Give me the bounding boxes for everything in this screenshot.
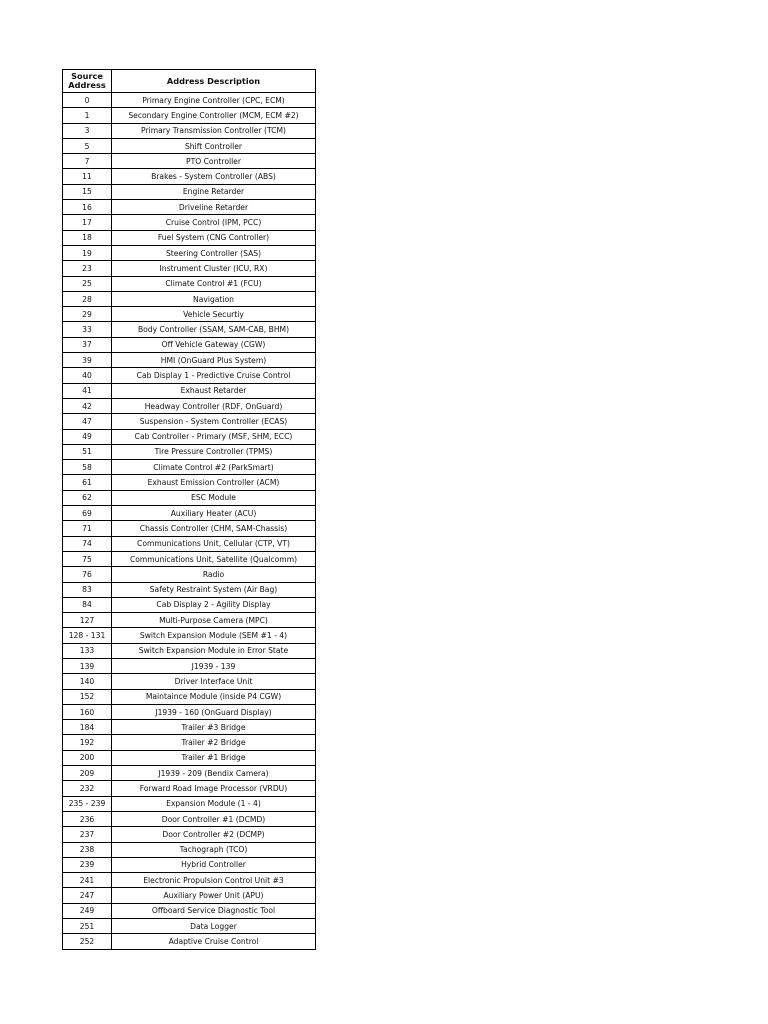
- address-description-cell: Offboard Service Diagnostic Tool: [112, 903, 316, 918]
- table-row: [63, 383, 316, 398]
- address-description-cell: Auxiliary Power Unit (APU): [112, 888, 316, 903]
- table-row: [63, 536, 316, 551]
- table-row: [63, 200, 316, 215]
- source-address-cell: 51: [63, 444, 112, 459]
- table-row: [63, 444, 316, 459]
- table-row: [63, 720, 316, 735]
- address-description-cell: Maintaince Module (inside P4 CGW): [112, 689, 316, 704]
- source-address-cell: 238: [63, 842, 112, 857]
- table-row: [63, 811, 316, 826]
- source-address-header: [63, 70, 112, 93]
- source-address-cell: 235 - 239: [63, 796, 112, 811]
- address-description-cell: Cruise Control (IPM, PCC): [112, 215, 316, 230]
- address-description-cell: Off Vehicle Gateway (CGW): [112, 337, 316, 352]
- table-row: [63, 506, 316, 521]
- source-address-cell: 84: [63, 597, 112, 612]
- table-row: [63, 322, 316, 337]
- table-row: [63, 597, 316, 612]
- table-row: [63, 398, 316, 413]
- address-description-cell: Adaptive Cruise Control: [112, 934, 316, 949]
- table-row: [63, 903, 316, 918]
- source-address-cell: 252: [63, 934, 112, 949]
- source-address-cell: 74: [63, 536, 112, 551]
- table-row: [63, 842, 316, 857]
- address-description-cell: Multi-Purpose Camera (MPC): [112, 613, 316, 628]
- source-address-cell: 0: [63, 93, 112, 108]
- table-row: [63, 414, 316, 429]
- table-row: [63, 475, 316, 490]
- table-row: [63, 460, 316, 475]
- table-row: [63, 93, 316, 108]
- source-address-cell: 7: [63, 154, 112, 169]
- table-header: [63, 70, 316, 93]
- address-description-cell: Fuel System (CNG Controller): [112, 230, 316, 245]
- address-description-cell: Cab Controller - Primary (MSF, SHM, ECC): [112, 429, 316, 444]
- address-description-cell: Door Controller #2 (DCMP): [112, 827, 316, 842]
- source-address-cell: 28: [63, 291, 112, 306]
- address-description-cell: ESC Module: [112, 490, 316, 505]
- address-description-cell: Trailer #2 Bridge: [112, 735, 316, 750]
- address-description-cell: Radio: [112, 567, 316, 582]
- table-row: [63, 689, 316, 704]
- table-row: [63, 613, 316, 628]
- address-description-cell: Instrument Cluster (ICU, RX): [112, 261, 316, 276]
- address-description-cell: J1939 - 209 (Bendix Camera): [112, 766, 316, 781]
- address-description-header: Address Description: [112, 70, 316, 93]
- address-description-cell: Exhaust Retarder: [112, 383, 316, 398]
- source-address-cell: 209: [63, 766, 112, 781]
- address-description-cell: Auxiliary Heater (ACU): [112, 506, 316, 521]
- source-address-cell: 75: [63, 551, 112, 566]
- source-address-cell: 160: [63, 704, 112, 719]
- address-description-cell: Secondary Engine Controller (MCM, ECM #2): [112, 108, 316, 123]
- source-address-table: [62, 69, 316, 950]
- source-address-cell: 33: [63, 322, 112, 337]
- source-address-cell: 16: [63, 200, 112, 215]
- table-row: [63, 888, 316, 903]
- table-row: [63, 582, 316, 597]
- address-description-cell: Primary Engine Controller (CPC, ECM): [112, 93, 316, 108]
- address-description-cell: Climate Control #1 (FCU): [112, 276, 316, 291]
- source-address-cell: 251: [63, 919, 112, 934]
- table-row: [63, 184, 316, 199]
- source-address-cell: 76: [63, 567, 112, 582]
- table-row: [63, 521, 316, 536]
- source-address-cell: 140: [63, 674, 112, 689]
- table-row: [63, 276, 316, 291]
- table-row: [63, 551, 316, 566]
- address-description-cell: Brakes - System Controller (ABS): [112, 169, 316, 184]
- address-description-cell: J1939 - 139: [112, 658, 316, 673]
- address-description-cell: Tire Pressure Controller (TPMS): [112, 444, 316, 459]
- address-description-cell: Vehicle Securtiy: [112, 307, 316, 322]
- source-address-cell: 236: [63, 811, 112, 826]
- address-description-cell: Exhaust Emission Controller (ACM): [112, 475, 316, 490]
- source-address-cell: 192: [63, 735, 112, 750]
- table-row: [63, 291, 316, 306]
- table-row: [63, 735, 316, 750]
- table-row: [63, 674, 316, 689]
- table-body: [63, 93, 316, 950]
- table-row: [63, 123, 316, 138]
- address-description-cell: Forward Road Image Processor (VRDU): [112, 781, 316, 796]
- address-description-cell: Climate Control #2 (ParkSmart): [112, 460, 316, 475]
- address-description-cell: Body Controller (SSAM, SAM-CAB, BHM): [112, 322, 316, 337]
- address-description-cell: HMI (OnGuard Plus System): [112, 353, 316, 368]
- source-address-cell: 249: [63, 903, 112, 918]
- table-row: [63, 368, 316, 383]
- address-description-cell: Engine Retarder: [112, 184, 316, 199]
- address-description-cell: Communications Unit, Satellite (Qualcomm): [112, 551, 316, 566]
- table-row: [63, 919, 316, 934]
- source-address-cell: 37: [63, 337, 112, 352]
- address-description-cell: Chassis Controller (CHM, SAM-Chassis): [112, 521, 316, 536]
- address-description-cell: PTO Controller: [112, 154, 316, 169]
- source-address-cell: 62: [63, 490, 112, 505]
- table-row: [63, 169, 316, 184]
- table-row: [63, 628, 316, 643]
- table-row: [63, 766, 316, 781]
- table-row: [63, 781, 316, 796]
- address-description-cell: Cab Display 1 - Predictive Cruise Control: [112, 368, 316, 383]
- source-address-cell: 25: [63, 276, 112, 291]
- table-row: [63, 429, 316, 444]
- table-row: [63, 658, 316, 673]
- address-description-cell: Switch Expansion Module (SEM #1 - 4): [112, 628, 316, 643]
- address-description-cell: Shift Controller: [112, 138, 316, 153]
- source-address-cell: 184: [63, 720, 112, 735]
- table-row: [63, 827, 316, 842]
- source-address-cell: 200: [63, 750, 112, 765]
- table-row: [63, 261, 316, 276]
- source-address-cell: 40: [63, 368, 112, 383]
- source-address-cell: 1: [63, 108, 112, 123]
- table-row: [63, 307, 316, 322]
- source-address-cell: 42: [63, 398, 112, 413]
- address-description-cell: Trailer #1 Bridge: [112, 750, 316, 765]
- table-row: [63, 857, 316, 872]
- table-row: [63, 934, 316, 949]
- source-address-cell: 71: [63, 521, 112, 536]
- source-address-cell: 19: [63, 245, 112, 260]
- address-description-cell: Electronic Propulsion Control Unit #3: [112, 873, 316, 888]
- source-address-cell: 83: [63, 582, 112, 597]
- address-description-cell: Driver Interface Unit: [112, 674, 316, 689]
- source-address-cell: 39: [63, 353, 112, 368]
- source-address-cell: 128 - 131: [63, 628, 112, 643]
- address-description-cell: J1939 - 160 (OnGuard Display): [112, 704, 316, 719]
- source-address-cell: 241: [63, 873, 112, 888]
- table-row: [63, 796, 316, 811]
- source-address-cell: 139: [63, 658, 112, 673]
- source-address-cell: 232: [63, 781, 112, 796]
- table-row: [63, 353, 316, 368]
- source-address-cell: 15: [63, 184, 112, 199]
- source-address-cell: 17: [63, 215, 112, 230]
- table-row: [63, 643, 316, 658]
- source-address-cell: 5: [63, 138, 112, 153]
- table-row: [63, 704, 316, 719]
- address-description-cell: Suspension - System Controller (ECAS): [112, 414, 316, 429]
- source-address-cell: 49: [63, 429, 112, 444]
- address-description-cell: Switch Expansion Module in Error State: [112, 643, 316, 658]
- table-row: [63, 750, 316, 765]
- table-row: [63, 108, 316, 123]
- source-address-cell: 239: [63, 857, 112, 872]
- source-address-cell: 61: [63, 475, 112, 490]
- address-description-cell: Communications Unit, Cellular (CTP, VT): [112, 536, 316, 551]
- source-address-cell: 69: [63, 506, 112, 521]
- address-description-cell: Driveline Retarder: [112, 200, 316, 215]
- address-description-cell: Safety Restraint System (Air Bag): [112, 582, 316, 597]
- address-description-cell: Primary Transmission Controller (TCM): [112, 123, 316, 138]
- table-row: [63, 245, 316, 260]
- table-row: [63, 215, 316, 230]
- table-row: [63, 337, 316, 352]
- source-address-cell: 47: [63, 414, 112, 429]
- table-row: [63, 230, 316, 245]
- address-description-cell: Headway Controller (RDF, OnGuard): [112, 398, 316, 413]
- source-address-cell: 23: [63, 261, 112, 276]
- source-address-cell: 247: [63, 888, 112, 903]
- table-row: [63, 490, 316, 505]
- address-description-cell: Hybrid Controller: [112, 857, 316, 872]
- source-address-header-line1: Source: [71, 71, 103, 81]
- source-address-cell: 41: [63, 383, 112, 398]
- address-description-cell: Cab Display 2 - Agility Display: [112, 597, 316, 612]
- source-address-cell: 58: [63, 460, 112, 475]
- table-row: [63, 873, 316, 888]
- header-row: [63, 70, 316, 93]
- table-row: [63, 567, 316, 582]
- address-description-cell: Steering Controller (SAS): [112, 245, 316, 260]
- address-description-cell: Navigation: [112, 291, 316, 306]
- table-row: [63, 154, 316, 169]
- source-address-cell: 29: [63, 307, 112, 322]
- source-address-cell: 152: [63, 689, 112, 704]
- source-address-cell: 237: [63, 827, 112, 842]
- source-address-cell: 18: [63, 230, 112, 245]
- table-row: [63, 138, 316, 153]
- address-description-cell: Tachograph (TCO): [112, 842, 316, 857]
- address-description-cell: Expansion Module (1 - 4): [112, 796, 316, 811]
- source-address-cell: 133: [63, 643, 112, 658]
- source-address-cell: 3: [63, 123, 112, 138]
- source-address-header-line2: Address: [68, 80, 106, 90]
- address-description-cell: Data Logger: [112, 919, 316, 934]
- source-address-cell: 127: [63, 613, 112, 628]
- source-address-cell: 11: [63, 169, 112, 184]
- address-description-cell: Trailer #3 Bridge: [112, 720, 316, 735]
- address-description-cell: Door Controller #1 (DCMD): [112, 811, 316, 826]
